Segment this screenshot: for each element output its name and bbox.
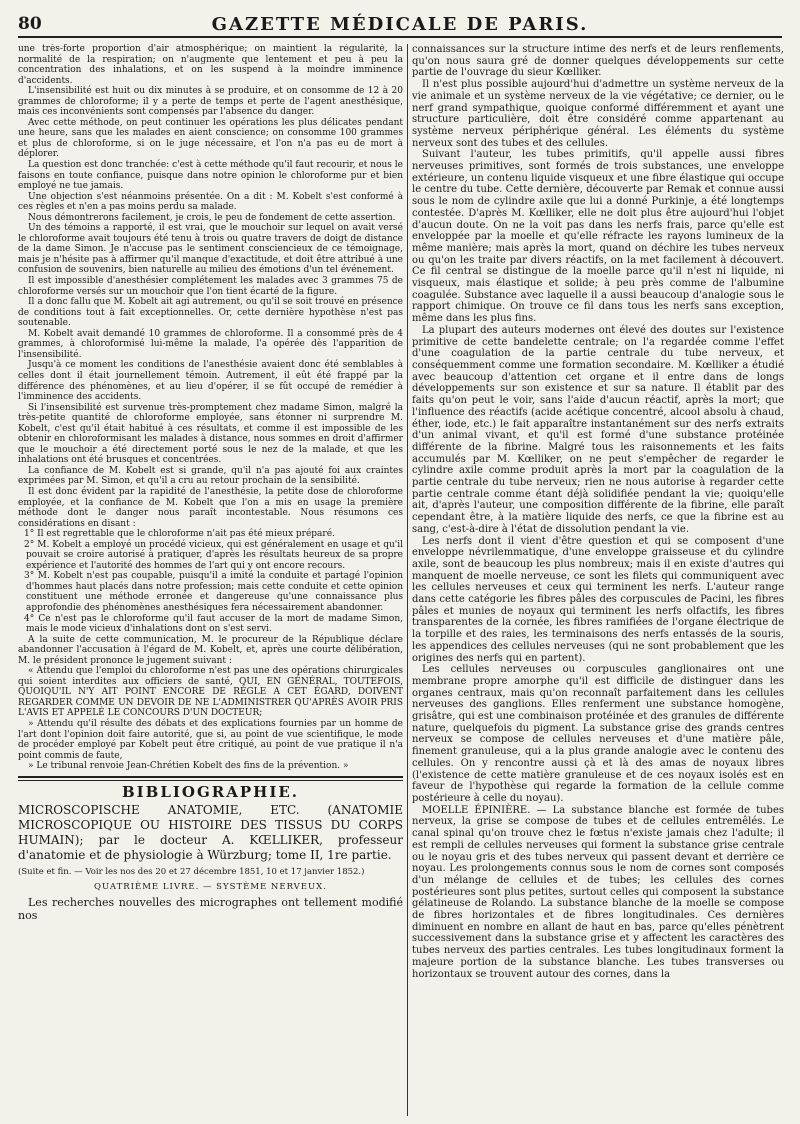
paragraph: Il est donc évident par la rapidité de l'anesthésie, la petite dose de chloroforme employée, et la confiance de M. Kobelt que l'on a mis en usage la première méthode dont le danger nous paraît incontestable. Nous résumons ces considérations en disant :: [18, 486, 403, 529]
paragraph: Il a donc fallu que M. Kobelt ait agi autrement, ou qu'il se soit trouvé en présence de conditions tout à fait exceptionnelles. Or, cette dernière hypothèse n'est pas soutenable.: [18, 297, 403, 329]
book-reference: MICROSCOPISCHE ANATOMIE, ETC. (ANATOMIE MICROSCOPIQUE OU HISTOIRE DES TISSUS DU CORPS HUMAIN); par le docteur A. KŒLLIKER, professeur d'anatomie et de physiologie à Würzburg; tome II, 1re partie.: [18, 803, 403, 863]
paragraph: Une objection s'est néanmoins présentée. On a dit : M. Kobelt s'est conformé à ces règles et n'en a pas moins perdu sa malade.: [18, 191, 403, 213]
paragraph: M. Kobelt avait demandé 10 grammes de chloroforme. Il a consommé près de 4 grammes, à chloroformisé lui-même la malade, l'a opérée dès l'apparition de l'insensibilité.: [18, 328, 403, 360]
paragraph-moelle-epiniere: [412, 805, 784, 981]
paragraph: connaissances sur la structure intime des nerfs et de leurs renflements, qu'on nous saura gré de donner quelques développements sur cette partie de l'ouvrage du sieur Kœlliker.: [412, 44, 784, 79]
paragraph: Jusqu'à ce moment les conditions de l'anesthésie avaient donc été semblables à celles dont il était journellement témoin. Autrement, il eût été frappé par la différence des phénomènes, et au lieu d'opérer, il se fût occupé de remédier à l'imminence des accidents.: [18, 360, 403, 403]
journal-title: GAZETTE MÉDICALE DE PARIS.: [211, 14, 589, 35]
paragraph: La plupart des auteurs modernes ont élevé des doutes sur l'existence primitive de cette bandelette centrale; on l'a regardée comme l'effet d'une coagulation de la partie centrale du tube nerveux, et conséquemment comme une formation secondaire. M. Kœlliker a étudié avec beaucoup d'attention cet organe et il entre dans de longs développements sur son existence et sur sa nature. Il établit par des faits qu'on peut le voir, sans l'aide d'aucun réactif, après la mort; que l'influence des réactifs (acide acétique concentré, alcool absolu à chaud, éther, iode, etc.) le fait apparaître instantanément sur des nerfs extraits d'un animal vivant, et qu'il est formé d'une substance protéinée différente de la fibrine. Malgré tous les raisonnements et les faits accumulés par M. Kœlliker, on ne peut s'empêcher de regarder le cylindre axile comme produit après la mort par la coagulation de la partie centrale du tube nerveux; rien ne nous autorise à regarder cette partie centrale comme étant déjà solidifiée pendant la vie; quoiqu'elle ait, d'après l'auteur, une composition différente de la fibrine, elle paraît cependant être, à la matière liquide des nerfs, ce que la fibrine est au sang, c'est-à-dire à l'état de dissolution pendant la vie.: [412, 324, 784, 535]
left-column: [18, 44, 403, 1116]
paragraph: Un des témoins a rapporté, il est vrai, que le mouchoir sur lequel on avait versé le chloroforme avait toujours été tenu à trois ou quatre travers de doigt de distance de la dame Simon. Je n'accuse pas le sentiment consciencieux de ce témoignage, mais je n'hésite pas à affirmer qu'il manque d'exactitude, et doit être attribué à une confusion de souvenirs, bien naturelle au milieu des émotions d'un tel événement.: [18, 223, 403, 276]
paragraph: une très-forte proportion d'air atmosphérique; on maintient la régularité, la normalité de la respiration; on n'augmente que lentement et peu à peu la concentration des inhalations, et on les suspend à la moindre imminence d'accidents.: [18, 44, 403, 86]
paragraph: Si l'insensibilité est survenue très-promptement chez madame Simon, malgré la très-petite quantité de chloroforme employée, sans étonner ni surprendre M. Kobelt, c'est qu'il était habitué à ces résultats, et comme il est impossible de les obtenir en chloroformisant les malades à distance, nous sommes en droit d'affirmer que le mouchoir a été directement porté sous le nez de la malade, et que les inhalations ont été brusques et concentrées.: [18, 402, 403, 466]
continuation-note: (Suite et fin. — Voir les nos des 20 et 27 décembre 1851, 10 et 17 janvier 1852.): [18, 867, 365, 878]
run-in-heading: MOELLE ÉPINIÈRE.: [422, 804, 531, 816]
paragraph: Suivant l'auteur, les tubes primitifs, qu'il appelle aussi fibres nerveuses primitives, sont formés de trois substances, une enveloppe extérieure, un contenu liquide visqueux et une fibre élastique qui occupe le centre du tube. Cette dernière, découverte par Remak et connue aussi sous le nom de cylindre axile que lui a donné Purkinje, a été longtemps contestée. D'après M. Kœlliker, elle ne doit plus être aujourd'hui l'objet d'aucun doute. On ne la voit pas dans les nerfs frais, parce qu'elle est enveloppée par la moelle et qu'elle réfracte les rayons lumineux de la même manière; mais après la mort, quand on déchire les tubes nerveux ou qu'on les traite par divers réactifs, on la met facilement à découvert. Ce fil central se distingue de la moelle parce qu'il n'est ni liquide, ni visqueux, mais élastique et solide; à peu près comme de l'albumine coagulée. Substance avec laquelle il a aussi beaucoup d'analogie sous le rapport chimique. On trouve ce fil dans tous les nerfs sans exception, même dans les plus fins.: [412, 149, 784, 325]
subsection-heading: QUATRIÈME LIVRE. — SYSTÈME NERVEUX.: [94, 881, 327, 892]
judgment-quote: » Le tribunal renvoie Jean-Chrétien Kobelt des fins de la prévention. »: [28, 761, 349, 772]
conclusion-item: 1° Il est regrettable que le chloroforme n'ait pas été mieux préparé.: [24, 529, 335, 540]
paragraph: Les cellules nerveuses ou corpuscules ganglionaires ont une membrane propre amorphe qu'il est difficile de distinguer dans les organes centraux, mais qu'on reconnaît parfaitement dans les cellules nerveuses des ganglions. Elles renferment une substance homogène, grisâtre, qui est une combinaison protéinée et des granules de différente nature, quelquefois du pigment. La substance grise des grands centres nerveux se compose de cellules nerveuses et d'une matière pâle, finement granuleuse, qui a la plus grande analogie avec le contenu des cellules. On y rencontre aussi çà et là des amas de noyaux libres (l'existence de cette matière granuleuse et de ces noyaux isolés est en faveur de l'hypothèse qui regarde la formation de la cellule comme postérieure à celle du noyau).: [412, 664, 784, 804]
section-heading-bibliographie: BIBLIOGRAPHIE.: [121, 782, 300, 801]
conclusion-item: 3° M. Kobelt n'est pas coupable, puisqu'il a imité la conduite et partagé l'opinion d'hommes haut placés dans notre profession; mais cette conduite et cette opinion constituent une méthode erronée et dangereuse qu'une connaissance plus approfondie des phénomènes anesthésiques fera nécessairement abandonner.: [24, 571, 403, 613]
right-column: [412, 44, 784, 1116]
judgment-quote: » Attendu qu'il résulte des débats et des explications fournies par un homme de l'art dont l'opinion doit faire autorité, que si, au point de vue scientifique, le mode de procéder employé par Kobelt peut être critiqué, au point de vue pratique il n'a point commis de faute,: [18, 719, 403, 761]
conclusion-item: 2° M. Kobelt a employé un procédé vicieux, qui est généralement en usage et qu'il pouvait se croire autorisé à pratiquer, d'après les résultats heureux de sa propre expérience et l'autorité des hommes de l'art qui y ont encore recours.: [24, 539, 403, 571]
page-header: [18, 14, 782, 38]
paragraph: Les recherches nouvelles des micrographes ont tellement modifié nos: [18, 896, 403, 923]
paragraph: Avec cette méthode, on peut continuer les opérations les plus délicates pendant une heure, sans que les malades en aient conscience; on consomme 100 grammes et plus de chloroforme, si on le juge nécessaire, et l'on n'a pas eu de mort à déplorer.: [18, 117, 403, 160]
column-divider: [407, 44, 408, 1116]
paragraph-text: — La substance blanche est formée de tubes nerveux, la grise se compose de tubes et de cellules entremêlés. Le canal spinal qu'on trouve chez le fœtus n'existe jamais chez l'adulte; il est rempli de cellules nerveuses qui forment la substance grise centrale ou le noyau gris et des tubes nerveux qui passent devant et derrière ce noyau. Les prolongements connus sous le nom de cornes sont composés d'un mélange de cellules et de tubes; les cellules des cornes postérieures sont plus petites, surtout celles qui composent la substance gélatineuse de Rolando. La substance blanche de la moelle se compose de fibres horizontales et de fibres longitudinales. Ces dernières diminuent en nombre en allant de haut en bas, parce qu'elles pénètrent successivement dans la substance grise et y affectent les caractères des tubes nerveux des parties centrales. Les tubes longitudinaux forment la majeure portion de la substance blanche. Les tubes transverses ou horizontaux se trouvent autour des cornes, dans la: [412, 804, 784, 980]
judgment-quote: « Attendu que l'emploi du chloroforme n'est pas une des opérations chirurgicales qui soient interdites aux officiers de santé, QUI, EN GÉNÉRAL, TOUTEFOIS, QUOIQU'IL N'Y AIT POINT ENCORE DE RÈGLE A CET ÉGARD, DOIVENT REGARDER COMME UN DEVOIR DE NE L'ADMINISTRER QU'APRÈS AVOIR PRIS L'AVIS ET APPELÉ LE CONCOURS D'UN DOCTEUR;: [18, 666, 403, 719]
paragraph: Il n'est plus possible aujourd'hui d'admettre un système nerveux de la vie animale et un système nerveux de la vie végétative; ce dernier, ou le nerf grand sympathique, quoique conformé différemment et ayant une structure particulière, doit être considéré comme appartenant au système nerveux périphérique général. Les éléments du système nerveux sont des tubes et des cellules.: [412, 79, 784, 149]
paragraph: Les nerfs dont il vient d'être question et qui se composent d'une enveloppe névrilemmatique, d'une enveloppe graisseuse et du cylindre axile, sont de beaucoup les plus nombreux; mais il en existe d'autres qui manquent de moelle nerveuse, ce sont les filets qui communiquent avec les cellules nerveuses et ceux qui terminent les nerfs. L'auteur range dans cette catégorie les fibres pâles des corpuscules de Pacini, les fibres pâles et munies de noyaux qui terminent les nerfs olfactifs, les fibres transparentes de la cornée, les fibres ramifiées de l'organe électrique de la torpille et des raies, les terminaisons des nerfs entassés de la souris, les appendices des cellules nerveuses (qui ne sont probablement que les origines des nerfs qui en partent).: [412, 535, 784, 664]
paragraph: Il est impossible d'anesthésier complétement les malades avec 3 grammes 75 de chloroforme versés sur un mouchoir que l'on tient écarté de la figure.: [18, 276, 403, 297]
paragraph: La question est donc tranchée: c'est à cette méthode qu'il faut recourir, et nous le faisons en toute confiance, puisque dans notre opinion le chloroforme pur et bien employé ne tue jamais.: [18, 160, 403, 192]
conclusion-item: 4° Ce n'est pas le chloroforme qu'il faut accuser de la mort de madame Simon, mais le mode vicieux d'inhalations dont on s'est servi.: [24, 613, 403, 635]
paragraph: A la suite de cette communication, M. le procureur de la République déclare abandonner l'accusation à l'égard de M. Kobelt, et, après une courte délibération, M. le président prononce le jugement suivant :: [18, 634, 403, 666]
paragraph: Nous démontrerons facilement, je crois, le peu de fondement de cette assertion.: [28, 212, 396, 223]
paragraph: La confiance de M. Kobelt est si grande, qu'il n'a pas ajouté foi aux craintes exprimées par M. Simon, et qu'il a cru au retour prochain de la sensibilité.: [18, 465, 403, 487]
paragraph: L'insensibilité est huit ou dix minutes à se produire, et on consomme de 12 à 20 grammes de chloroforme; il y a perte de temps et perte de l'agent anesthésique, mais ces inconvénients sont compensés par l'absence du danger.: [18, 86, 403, 118]
section-rule: [18, 776, 403, 781]
page-number: 80: [18, 14, 42, 34]
